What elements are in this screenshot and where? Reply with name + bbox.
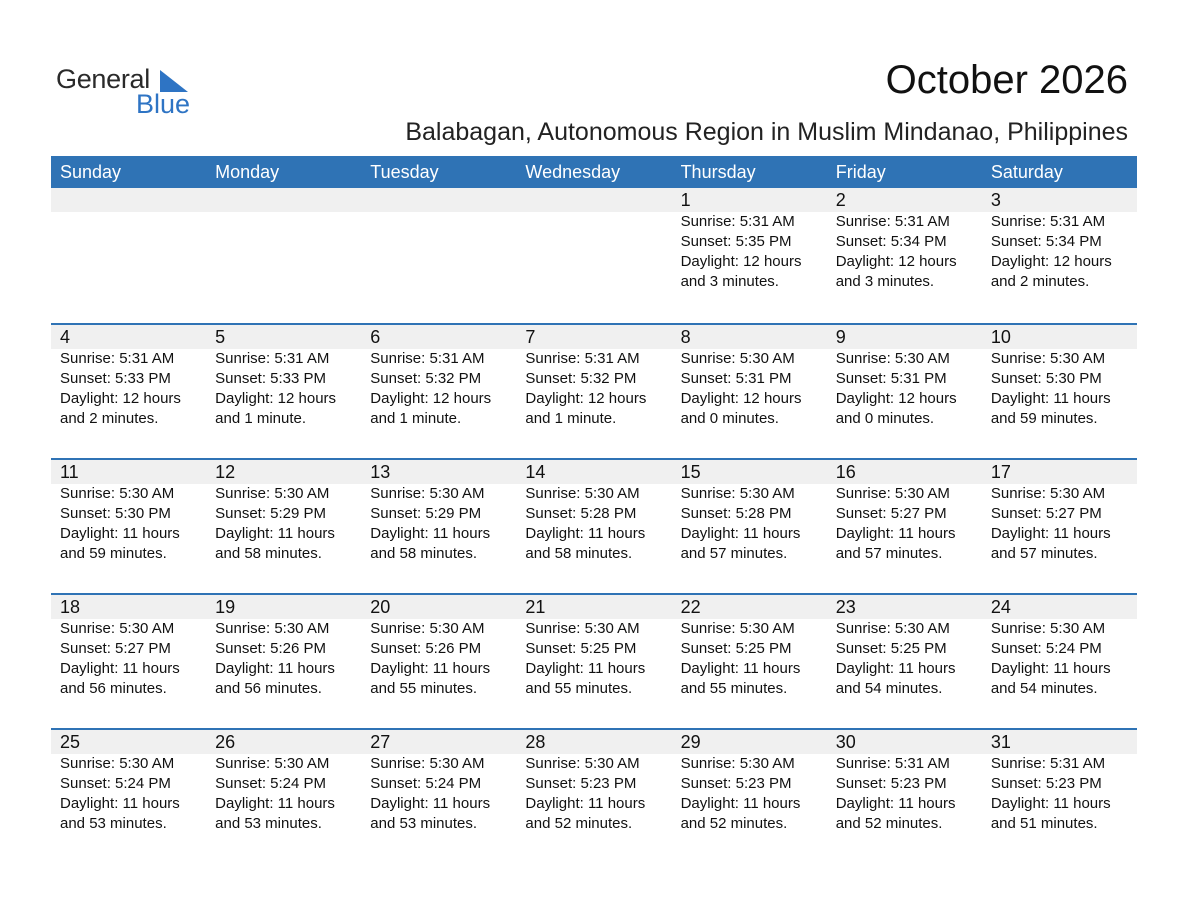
day-cell: [827, 730, 982, 834]
empty-day-cell: [361, 188, 516, 292]
day-sunset: Sunset: 5:34 PM: [990, 233, 1102, 250]
day-minutes: and 55 minutes.: [680, 680, 788, 697]
day-number: 14: [525, 462, 546, 482]
day-sunset: Sunset: 5:26 PM: [215, 640, 327, 657]
day-sunset: Sunset: 5:31 PM: [680, 370, 792, 387]
day-number: 17: [990, 462, 1011, 482]
day-number: 27: [370, 732, 391, 752]
day-minutes: and 54 minutes.: [835, 680, 943, 697]
day-sunrise: Sunrise: 5:30 AM: [215, 485, 330, 502]
day-sunrise: Sunrise: 5:30 AM: [60, 755, 175, 772]
day-sunrise: Sunrise: 5:31 AM: [60, 350, 175, 367]
day-daylight: Daylight: 11 hours: [680, 660, 801, 677]
day-number: [370, 188, 516, 212]
day-sunrise: Sunrise: 5:30 AM: [215, 620, 330, 637]
day-sunset: Sunset: 5:34 PM: [835, 233, 947, 250]
day-number: 25: [60, 732, 81, 752]
day-sunset: Sunset: 5:29 PM: [215, 505, 327, 522]
empty-day-cell: [51, 188, 206, 292]
day-sunrise: Sunrise: 5:31 AM: [215, 350, 330, 367]
week-days: [51, 730, 1137, 834]
day-number: 18: [60, 597, 81, 617]
day-cell: [672, 730, 827, 834]
day-daylight: Daylight: 11 hours: [525, 795, 646, 812]
day-daylight: Daylight: 11 hours: [60, 525, 180, 542]
day-daylight: Daylight: 11 hours: [990, 795, 1111, 812]
day-sunset: Sunset: 5:32 PM: [370, 370, 482, 387]
day-minutes: and 58 minutes.: [215, 545, 322, 562]
week-row: [51, 188, 1137, 323]
day-daylight: Daylight: 11 hours: [370, 525, 491, 542]
weekday-header: Sunday: [60, 162, 122, 182]
day-sunset: Sunset: 5:24 PM: [215, 775, 327, 792]
day-cell: [516, 460, 671, 564]
day-number: 30: [835, 732, 856, 752]
day-minutes: and 52 minutes.: [680, 815, 788, 832]
weekday-header: Friday: [835, 162, 886, 182]
day-cell: [982, 730, 1137, 834]
day-number: 19: [215, 597, 236, 617]
day-cell: [672, 188, 827, 292]
day-minutes: and 55 minutes.: [525, 680, 633, 697]
day-sunset: Sunset: 5:25 PM: [680, 640, 792, 657]
day-daylight: Daylight: 12 hours: [835, 390, 957, 407]
day-sunset: Sunset: 5:25 PM: [835, 640, 947, 657]
weekday-header: Tuesday: [370, 162, 439, 182]
day-sunset: Sunset: 5:31 PM: [835, 370, 947, 387]
day-sunset: Sunset: 5:33 PM: [215, 370, 327, 387]
day-minutes: and 58 minutes.: [525, 545, 633, 562]
day-minutes: and 59 minutes.: [60, 545, 167, 562]
day-cell: [982, 595, 1137, 699]
day-cell: [516, 325, 671, 429]
day-sunset: Sunset: 5:30 PM: [990, 370, 1102, 387]
day-sunset: Sunset: 5:23 PM: [680, 775, 792, 792]
day-number: 23: [835, 597, 856, 617]
location-subtitle: Balabagan, Autonomous Region in Muslim Mindanao, Philippines: [405, 118, 1128, 146]
day-minutes: and 59 minutes.: [990, 410, 1098, 427]
day-cell: [206, 595, 361, 699]
week-row: [51, 458, 1137, 593]
day-cell: [672, 460, 827, 564]
day-cell: [516, 595, 671, 699]
page-title: October 2026: [885, 58, 1128, 102]
day-number: 26: [215, 732, 236, 752]
day-sunrise: Sunrise: 5:30 AM: [680, 620, 795, 637]
weekday-header: Wednesday: [525, 162, 621, 182]
day-number: 24: [990, 597, 1011, 617]
weekday-header: Thursday: [680, 162, 756, 182]
day-sunset: Sunset: 5:25 PM: [525, 640, 637, 657]
day-daylight: Daylight: 12 hours: [525, 390, 647, 407]
day-cell: [982, 188, 1137, 292]
week-days: [51, 188, 1137, 292]
day-number: 4: [60, 327, 71, 347]
day-number: 9: [835, 327, 846, 347]
day-sunrise: Sunrise: 5:30 AM: [370, 485, 485, 502]
day-daylight: Daylight: 11 hours: [215, 525, 335, 542]
day-sunset: Sunset: 5:29 PM: [370, 505, 482, 522]
logo-text-general: General: [56, 64, 150, 94]
day-cell: [827, 325, 982, 429]
weekday-header-row: [51, 156, 1137, 188]
day-sunrise: Sunrise: 5:30 AM: [990, 620, 1106, 637]
day-sunset: Sunset: 5:28 PM: [525, 505, 637, 522]
day-sunset: Sunset: 5:27 PM: [60, 640, 171, 657]
day-sunset: Sunset: 5:27 PM: [990, 505, 1102, 522]
day-number: 28: [525, 732, 546, 752]
day-sunset: Sunset: 5:33 PM: [60, 370, 171, 387]
day-minutes: and 57 minutes.: [835, 545, 943, 562]
empty-day-cell: [516, 188, 671, 292]
day-daylight: Daylight: 11 hours: [370, 795, 491, 812]
day-sunrise: Sunrise: 5:30 AM: [835, 485, 950, 502]
day-minutes: and 3 minutes.: [835, 273, 935, 290]
day-daylight: Daylight: 12 hours: [370, 390, 492, 407]
weeks-container: [51, 188, 1137, 863]
day-daylight: Daylight: 11 hours: [525, 525, 646, 542]
day-sunrise: Sunrise: 5:30 AM: [370, 755, 485, 772]
day-number: 7: [525, 327, 536, 347]
day-sunrise: Sunrise: 5:30 AM: [680, 485, 795, 502]
day-sunset: Sunset: 5:27 PM: [835, 505, 947, 522]
day-sunset: Sunset: 5:24 PM: [370, 775, 482, 792]
day-number: [215, 188, 361, 212]
day-cell: [827, 460, 982, 564]
day-sunrise: Sunrise: 5:30 AM: [680, 755, 795, 772]
week-days: [51, 325, 1137, 429]
day-minutes: and 55 minutes.: [370, 680, 478, 697]
day-cell: [672, 595, 827, 699]
day-daylight: Daylight: 11 hours: [990, 525, 1111, 542]
day-cell: [51, 325, 206, 429]
day-number: 16: [835, 462, 856, 482]
day-minutes: and 56 minutes.: [215, 680, 322, 697]
day-cell: [206, 460, 361, 564]
day-number: 5: [215, 327, 226, 347]
day-number: [60, 188, 206, 212]
day-number: 11: [60, 462, 79, 482]
day-minutes: and 1 minute.: [370, 410, 462, 427]
day-minutes: and 53 minutes.: [215, 815, 322, 832]
day-sunrise: Sunrise: 5:31 AM: [680, 213, 795, 230]
day-cell: [672, 325, 827, 429]
day-minutes: and 52 minutes.: [835, 815, 943, 832]
day-daylight: Daylight: 11 hours: [525, 660, 646, 677]
day-daylight: Daylight: 11 hours: [835, 660, 956, 677]
week-row: [51, 593, 1137, 728]
day-daylight: Daylight: 11 hours: [990, 660, 1111, 677]
day-minutes: and 1 minute.: [525, 410, 617, 427]
day-sunrise: Sunrise: 5:30 AM: [525, 620, 640, 637]
day-minutes: and 54 minutes.: [990, 680, 1098, 697]
day-minutes: and 58 minutes.: [370, 545, 478, 562]
day-minutes: and 57 minutes.: [990, 545, 1098, 562]
day-daylight: Daylight: 11 hours: [60, 660, 180, 677]
day-number: 1: [680, 190, 691, 210]
day-minutes: and 2 minutes.: [60, 410, 159, 427]
day-cell: [51, 460, 206, 564]
day-minutes: and 51 minutes.: [990, 815, 1098, 832]
day-number: 21: [525, 597, 546, 617]
day-sunrise: Sunrise: 5:30 AM: [990, 485, 1106, 502]
day-sunset: Sunset: 5:30 PM: [60, 505, 171, 522]
day-minutes: and 0 minutes.: [835, 410, 935, 427]
day-sunrise: Sunrise: 5:30 AM: [370, 620, 485, 637]
day-number: 15: [680, 462, 701, 482]
day-minutes: and 53 minutes.: [370, 815, 478, 832]
week-row: [51, 323, 1137, 458]
day-sunset: Sunset: 5:23 PM: [990, 775, 1102, 792]
day-sunset: Sunset: 5:35 PM: [680, 233, 792, 250]
day-daylight: Daylight: 11 hours: [990, 390, 1111, 407]
day-number: 20: [370, 597, 391, 617]
day-cell: [516, 730, 671, 834]
day-number: 6: [370, 327, 381, 347]
day-daylight: Daylight: 12 hours: [680, 390, 802, 407]
day-cell: [361, 595, 516, 699]
day-minutes: and 52 minutes.: [525, 815, 633, 832]
day-minutes: and 0 minutes.: [680, 410, 779, 427]
day-sunrise: Sunrise: 5:30 AM: [525, 485, 640, 502]
week-row: [51, 728, 1137, 863]
logo: [56, 64, 196, 120]
week-days: [51, 460, 1137, 564]
day-minutes: and 57 minutes.: [680, 545, 788, 562]
day-daylight: Daylight: 11 hours: [215, 795, 335, 812]
day-sunrise: Sunrise: 5:31 AM: [525, 350, 640, 367]
day-sunrise: Sunrise: 5:30 AM: [990, 350, 1106, 367]
day-sunrise: Sunrise: 5:30 AM: [215, 755, 330, 772]
day-sunrise: Sunrise: 5:30 AM: [525, 755, 640, 772]
day-cell: [361, 730, 516, 834]
day-number: 3: [990, 190, 1001, 210]
weekday-header: Monday: [215, 162, 280, 182]
day-sunrise: Sunrise: 5:30 AM: [835, 620, 950, 637]
day-sunrise: Sunrise: 5:31 AM: [990, 755, 1106, 772]
day-daylight: Daylight: 12 hours: [990, 253, 1112, 270]
day-cell: [361, 325, 516, 429]
day-daylight: Daylight: 11 hours: [370, 660, 491, 677]
day-sunrise: Sunrise: 5:30 AM: [60, 620, 175, 637]
day-daylight: Daylight: 11 hours: [835, 525, 956, 542]
day-sunset: Sunset: 5:32 PM: [525, 370, 637, 387]
day-daylight: Daylight: 12 hours: [835, 253, 957, 270]
day-sunrise: Sunrise: 5:31 AM: [835, 755, 950, 772]
day-minutes: and 2 minutes.: [990, 273, 1090, 290]
day-number: 31: [990, 732, 1011, 752]
day-minutes: and 53 minutes.: [60, 815, 167, 832]
day-number: 10: [990, 327, 1011, 347]
day-sunset: Sunset: 5:23 PM: [525, 775, 637, 792]
day-daylight: Daylight: 11 hours: [60, 795, 180, 812]
day-daylight: Daylight: 11 hours: [835, 795, 956, 812]
day-sunset: Sunset: 5:26 PM: [370, 640, 482, 657]
day-daylight: Daylight: 12 hours: [60, 390, 181, 407]
day-sunrise: Sunrise: 5:30 AM: [835, 350, 950, 367]
day-sunrise: Sunrise: 5:30 AM: [680, 350, 795, 367]
day-cell: [361, 460, 516, 564]
day-daylight: Daylight: 12 hours: [215, 390, 337, 407]
day-cell: [51, 595, 206, 699]
day-number: 8: [680, 327, 691, 347]
day-sunrise: Sunrise: 5:31 AM: [990, 213, 1106, 230]
day-cell: [827, 188, 982, 292]
day-daylight: Daylight: 11 hours: [680, 525, 801, 542]
calendar-grid: [51, 156, 1137, 863]
day-sunset: Sunset: 5:24 PM: [990, 640, 1102, 657]
day-minutes: and 1 minute.: [215, 410, 307, 427]
day-number: 29: [680, 732, 701, 752]
logo-text-blue: Blue: [136, 89, 191, 119]
weekday-header: Saturday: [990, 162, 1063, 182]
day-sunrise: Sunrise: 5:31 AM: [370, 350, 485, 367]
day-number: 22: [680, 597, 701, 617]
day-cell: [827, 595, 982, 699]
day-number: 13: [370, 462, 391, 482]
day-sunset: Sunset: 5:28 PM: [680, 505, 792, 522]
day-number: [525, 188, 671, 212]
day-cell: [51, 730, 206, 834]
day-cell: [206, 730, 361, 834]
day-daylight: Daylight: 11 hours: [680, 795, 801, 812]
day-number: 2: [835, 190, 846, 210]
day-cell: [982, 325, 1137, 429]
day-number: 12: [215, 462, 236, 482]
week-days: [51, 595, 1137, 699]
day-minutes: and 3 minutes.: [680, 273, 779, 290]
day-cell: [982, 460, 1137, 564]
day-daylight: Daylight: 11 hours: [215, 660, 335, 677]
day-sunset: Sunset: 5:24 PM: [60, 775, 171, 792]
day-sunrise: Sunrise: 5:31 AM: [835, 213, 950, 230]
day-sunset: Sunset: 5:23 PM: [835, 775, 947, 792]
day-minutes: and 56 minutes.: [60, 680, 167, 697]
day-cell: [206, 325, 361, 429]
day-sunrise: Sunrise: 5:30 AM: [60, 485, 175, 502]
day-daylight: Daylight: 12 hours: [680, 253, 802, 270]
empty-day-cell: [206, 188, 361, 292]
